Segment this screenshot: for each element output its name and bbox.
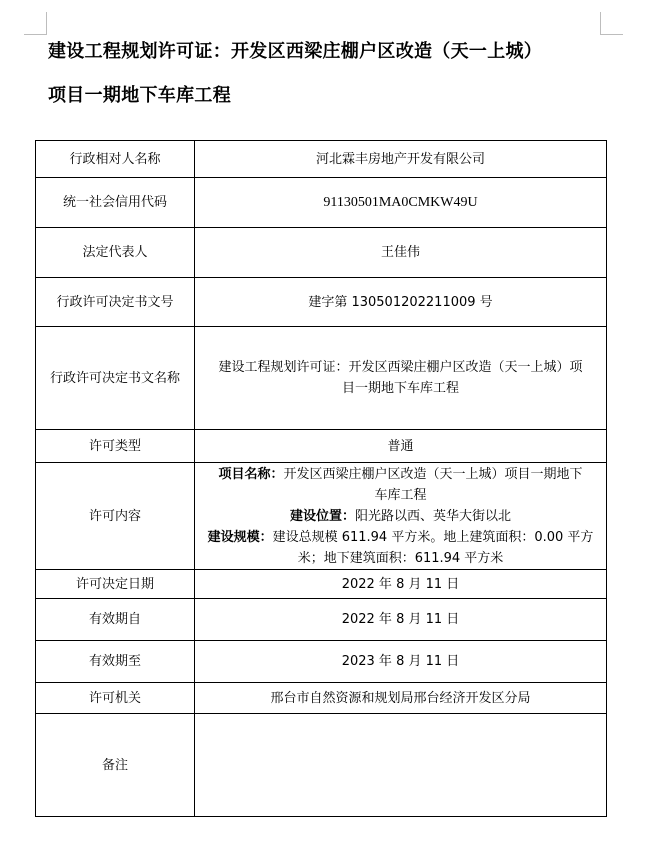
table-row <box>36 178 607 228</box>
row-value <box>195 327 607 430</box>
row-label: 许可决定日期 <box>36 570 195 599</box>
row-label: 许可内容 <box>36 463 195 570</box>
row-label: 统一社会信用代码 <box>36 178 195 228</box>
scale-line-cont: 米；地下建筑面积：611.94 平方米 <box>297 550 504 566</box>
table-row <box>36 278 607 327</box>
row-label: 有效期至 <box>36 641 195 683</box>
row-label: 法定代表人 <box>36 228 195 278</box>
value-line: 建设工程规划许可证：开发区西梁庄棚户区改造（天一上城）项 <box>218 360 583 375</box>
scale-line <box>199 527 602 548</box>
row-label: 行政相对人名称 <box>36 141 195 178</box>
location-line <box>199 506 602 527</box>
row-label: 行政许可决定书文号 <box>36 278 195 327</box>
row-value <box>195 714 607 817</box>
row-value: 2022 年 8 月 11 日 <box>195 570 607 599</box>
permit-content <box>195 463 607 570</box>
table-row <box>36 714 607 817</box>
value-line: 目一期地下车库工程 <box>341 381 459 396</box>
scale-label: 建设规模： <box>207 529 273 545</box>
row-value: 普通 <box>195 430 607 463</box>
row-label: 许可机关 <box>36 683 195 714</box>
table-row <box>36 599 607 641</box>
table-row <box>36 463 607 570</box>
table-row <box>36 641 607 683</box>
page-corner-mark-left <box>24 12 47 35</box>
table-row <box>36 327 607 430</box>
project-name-line <box>199 464 602 485</box>
row-value: 2023 年 8 月 11 日 <box>195 641 607 683</box>
table-row <box>36 570 607 599</box>
location-label: 建设位置： <box>289 508 355 524</box>
table-row <box>36 141 607 178</box>
row-value: 91130501MA0CMKW49U <box>195 178 607 228</box>
scale-value: 建设总规模 611.94 平方米。地上建筑面积：0.00 平方 <box>272 529 594 545</box>
project-name-line-cont: 车库工程 <box>374 487 427 503</box>
location-value: 阳光路以西、英华大街以北 <box>355 508 512 524</box>
document-title-line2: 项目一期地下车库工程 <box>48 85 231 106</box>
row-value: 王佳伟 <box>195 228 607 278</box>
table-row <box>36 228 607 278</box>
row-value: 邢台市自然资源和规划局邢台经济开发区分局 <box>195 683 607 714</box>
row-label: 备注 <box>36 714 195 817</box>
project-name-label: 项目名称： <box>218 466 284 482</box>
row-label: 行政许可决定书文名称 <box>36 327 195 430</box>
project-name-value: 开发区西梁庄棚户区改造（天一上城）项目一期地下 <box>283 466 583 482</box>
row-label: 有效期自 <box>36 599 195 641</box>
table-row <box>36 683 607 714</box>
row-label: 许可类型 <box>36 430 195 463</box>
row-value: 2022 年 8 月 11 日 <box>195 599 607 641</box>
row-value: 建字第 130501202211009 号 <box>195 278 607 327</box>
document-title-line1: 建设工程规划许可证：开发区西梁庄棚户区改造（天一上城） <box>48 41 543 62</box>
table-row <box>36 430 607 463</box>
page-corner-mark-right <box>600 12 623 35</box>
row-value: 河北霖丰房地产开发有限公司 <box>195 141 607 178</box>
permit-info-table <box>35 140 607 817</box>
